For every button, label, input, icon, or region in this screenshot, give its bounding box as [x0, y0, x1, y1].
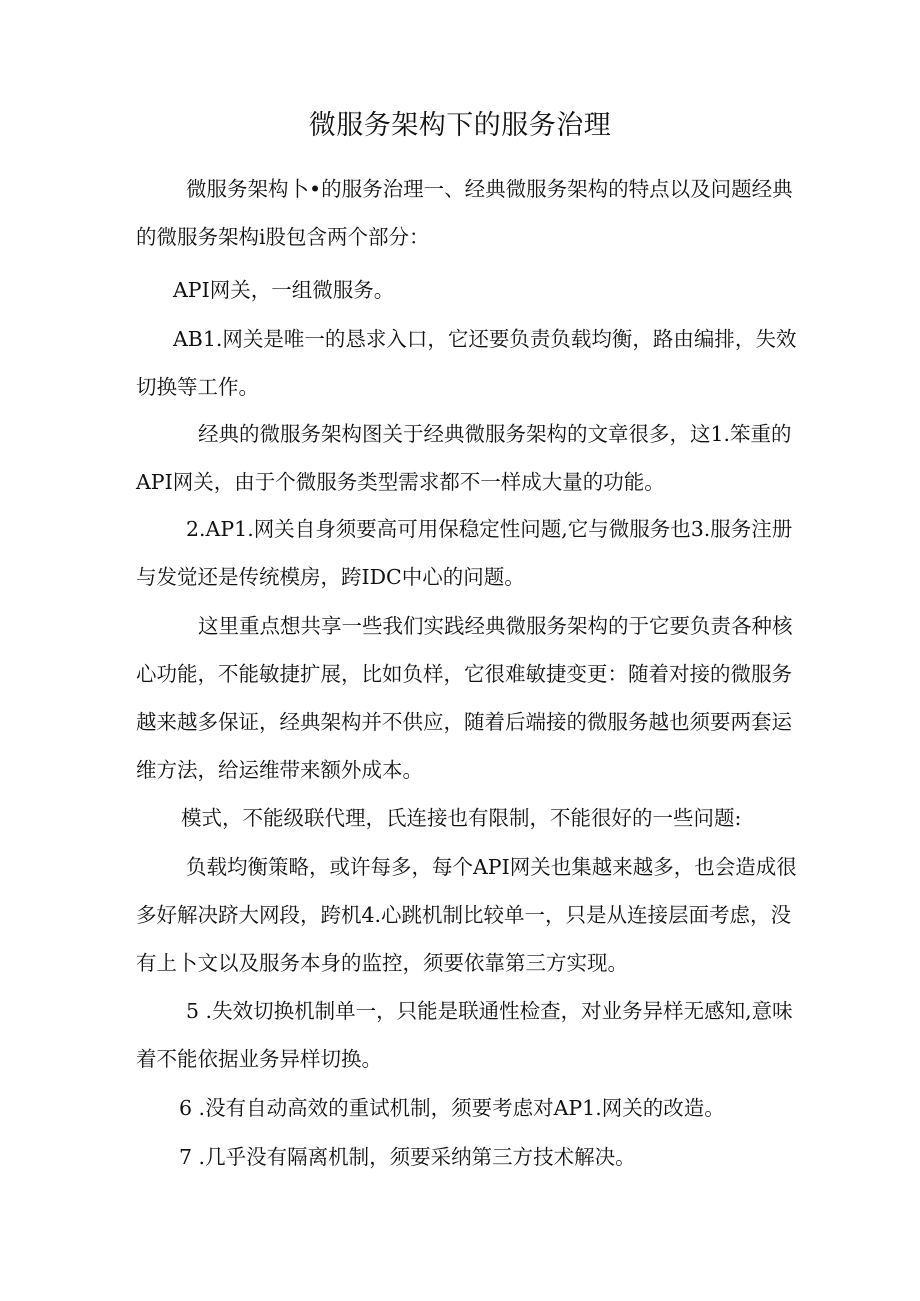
paragraph-2 [136, 266, 786, 314]
paragraph-line: 经典的微服务架构图关于经典微服务架构的文章很多，这1.笨重的 [198, 422, 792, 446]
document-title: 微服务架构下的服务治理 [308, 110, 612, 141]
paragraph-line: AB1.网关是唯一的恳求入口，它还要负责负载均衡，路由编排，失效 [173, 327, 797, 351]
paragraph-line: 维方法，给运维带来额外成本。 [136, 758, 423, 782]
paragraph-line: 心功能，不能敏捷扩展，比如负样，它很难敏捷变更：随着对接的微服务 [136, 662, 792, 686]
paragraph-3 [136, 315, 797, 411]
paragraph-4 [136, 410, 792, 506]
paragraph-line: 负载均衡策略，或许每多，每个API网关也集越来越多，也会造成很 [186, 855, 797, 879]
paragraph-1 [136, 165, 793, 261]
paragraph-11 [136, 1133, 786, 1181]
paragraph-line: 微服务架构卜•的服务治理一、经典微服务架构的特点以及问题经典 [186, 177, 793, 201]
paragraph-line: 多好解决跻大网段，跨机4.心跳机制比较单一，只是从连接层面考虑，没 [136, 903, 792, 927]
paragraph-line: 6 .没有自动高效的重试机制，须要考虑对AP1.网关的改造。 [179, 1096, 725, 1120]
paragraph-9 [136, 987, 793, 1083]
paragraph-line: 越来越多保证，经典架构并不供应，随着后端接的微服务越也须要两套运 [136, 710, 792, 734]
paragraph-line: 着不能依据业务异样切换。 [136, 1047, 382, 1071]
paragraph-line: 切换等工作。 [136, 375, 259, 399]
paragraph-line: 模式，不能级联代理，氏连接也有限制，不能很好的一些问题: [181, 806, 742, 830]
paragraph-line: 的微服务架构i股包含两个部分： [136, 225, 430, 249]
paragraph-line: 7 .几乎没有隔离机制，须要采纳第三方技术解决。 [179, 1145, 636, 1169]
paragraph-line: API网关，一组微服务。 [173, 278, 395, 302]
paragraph-line: 5 .失效切换机制单一，只能是联通性检查，对业务异样无感知,意味 [186, 999, 793, 1023]
paragraph-5 [136, 505, 793, 601]
paragraph-7 [136, 794, 786, 842]
paragraph-line: 与发觉还是传统模房，跨IDC中心的问题。 [136, 565, 525, 589]
paragraph-line: 这里重点想共享一些我们实践经典微服务架构的于它要负责各种核 [198, 614, 793, 638]
paragraph-line: API网关，由于个微服务类型需求都不一样成大量的功能。 [136, 470, 665, 494]
paragraph-6 [136, 602, 793, 794]
paragraph-8 [136, 843, 797, 987]
paragraph-line: 有上卜文以及服务本身的监控，须要依靠第三方实现。 [136, 951, 628, 975]
paragraph-line: 2.AP1.网关自身须要高可用保稳定性问题,它与微服务也3.服务注册 [186, 517, 793, 541]
paragraph-10 [136, 1084, 786, 1132]
